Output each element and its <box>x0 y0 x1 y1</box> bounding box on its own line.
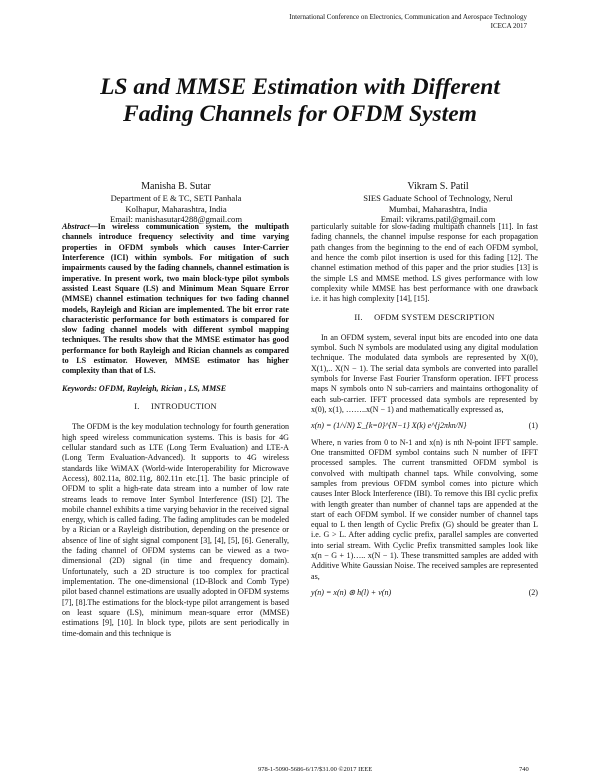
author-name: Vikram S. Patil <box>407 181 469 192</box>
section-heading-introduction: I. INTRODUCTION <box>134 402 217 411</box>
paper-title <box>0 74 600 128</box>
author-affiliation: SIES Gaduate School of Technology, Nerul <box>363 193 513 203</box>
author-name: Manisha B. Sutar <box>141 181 211 192</box>
abstract-dash: — <box>89 222 98 231</box>
conference-acronym: ICECA 2017 <box>490 22 527 30</box>
author-location: Mumbai, Maharashtra, India <box>388 203 488 214</box>
author-location: Kolhapur, Maharashtra, India <box>125 203 227 214</box>
conference-header <box>289 13 527 31</box>
keywords: Keywords: OFDM, Rayleigh, Rician , LS, MMSE <box>62 383 227 393</box>
author-1 <box>56 180 296 225</box>
equation-1 <box>311 421 538 431</box>
title-line-2: Fading Channels for OFDM System <box>123 101 477 127</box>
system-paragraph-2: Where, n varies from 0 to N-1 and x(n) is nth N-point IFFT sample. One transmitted OFDM symbol contains such N number of IFFT processed samples. The current transmitted OFDM symbol is convolved with multipath channel taps. While convolving, some samples from previous OFDM symbol comes into picture which causes Inter Block Interference (IBI). To remove this IBI cyclic prefix with length greater than number of channel taps are appended at the start of each OFDM symbol. If we consider number of channel taps equal to L then length of Cyclic Prefix (G) should be greater than L i.e. G > L. After adding cyclic prefix, parallel samples are converted into serial stream. With Cyclic Prefix transmitted samples look like x(n − G + 1)….. x(N − 1). These transmitted samples are added with Additive White Gaussian Noise. The received samples are represented as, <box>311 437 538 581</box>
section-heading-system: II. OFDM SYSTEM DESCRIPTION <box>354 312 495 322</box>
equation-1-number: (1) <box>528 421 538 431</box>
left-column <box>62 222 289 639</box>
equation-2 <box>311 588 538 598</box>
system-paragraph-1: In an OFDM system, several input bits are encoded into one data symbol. Such N symbols are modulated using any digital modulation technique. The modulated data symbols are represented by X(0), X(1),.. X(N − 1). The serial data symbols are converted into parallel symbols for Inverse Fast Fourier Transform operation. IFFT process maps N symbols onto N sub-carriers and maintains orthogonality of each sub-carrier. IFFT processed data symbols are represented by x(0), x(1), ……..x(N − 1) and mathematically expressed as, <box>311 332 538 414</box>
abstract-label: Abstract <box>62 222 90 231</box>
abstract <box>62 222 289 377</box>
title-line-1: LS and MMSE Estimation with Different <box>100 74 500 100</box>
author-email: Email: manishasutar4288@gmail.com <box>109 214 243 224</box>
introduction-continued: particularly suitable for slow-fading multipath channels [11]. In fast fading channels, the channel impulse response for each propagation path changes from the beginning to the end of each OFDM symbol, and hence the comb pilot insertion is used for this fading [12]. The channel estimation method of this paper and the prior studies [13] is the simple LS and MMSE method. LS gives performance with low complexity while MMSE has best performance with one drawback i.e. it has high complexity [14], [15]. <box>311 222 538 304</box>
equation-1-body: x(n) = (1/√N) Σ_{k=0}^{N−1} X(k) e^{j2πkn/N} <box>311 421 467 431</box>
equation-2-body: y(n) = x(n) ⊛ h(l) + v(n) <box>311 588 392 597</box>
abstract-text: In wireless communication system, the multipath channels introduce frequency selectivity and time varying properties in OFDM symbols which causes Inter-Carrier Interference (ICI) within symbols. For mitigation of such impairments caused by the fading channels, channel estimation is imperative. In present work, two main block-type pilot symbols assisted Least Square (LS) and Minimum Mean Square Error (MMSE) channel estimation techniques for two fading channel models, Rayleigh and Rician are implemented. The bit error rate characteristic performance for both estimators is compared for slow fading channel models with different symbol mapping techniques. The results show that the MMSE estimator has good performance for both Rayleigh and Rician channels as compared to LS estimator. However, MMSE estimator has higher complexity than that of LS. <box>62 222 289 376</box>
author-affiliation: Department of E & TC, SETI Panhala <box>110 193 242 203</box>
author-email: Email: vikrams.patil@gmail.com <box>380 214 496 224</box>
conference-name: International Conference on Electronics, Communication and Aerospace Technology <box>289 13 527 21</box>
equation-2-number: (2) <box>528 588 538 597</box>
page-number: 740 <box>519 766 529 773</box>
right-column <box>311 222 538 604</box>
author-2 <box>318 180 558 225</box>
footer-isbn: 978-1-5090-5686-6/17/$31.00 ©2017 IEEE <box>258 766 373 773</box>
introduction-text: The OFDM is the key modulation technology for fourth generation high speed wireless communication systems. This is basis for 4G cellular standard such as LTE (Long Term Evaluation) and LTE-A (Long Term Evaluation-Advanced). It supports to 4G wireless standards like WiMAX (World-wide Interoperability for Microwave Access), 802.11a, 802.11g, 802.11n etc.[1]. The basic principle of OFDM to split a high-rate data stream into a number of low rate streams leads to remove Inter Symbol Interference (ISI) [2]. The mobile channel exhibits a time varying behavior in the received signal energy, which is called fading. The fading amplitudes can be modeled by a Rician or a Rayleigh distribution, depending on the presence or absence of line of sight signal component [3], [4], [5], [6]. Generally, the fading channel of OFDM systems can be viewed as a two-dimensional (2D) signal (in time and frequency domain). Unfortunately, such a 2D structure is too complex for practical implementation. The one-dimensional (1D-Block and Comb Type) pilot based channel estimations are usually adopted in OFDM systems [7], [8].The estimations for the block-type pilot arrangement is based on least square (LS), minimum mean-square error (MMSE) estimations [9], [10]. In block type, pilots are sent periodically in time-domain and this technique is <box>62 422 289 638</box>
